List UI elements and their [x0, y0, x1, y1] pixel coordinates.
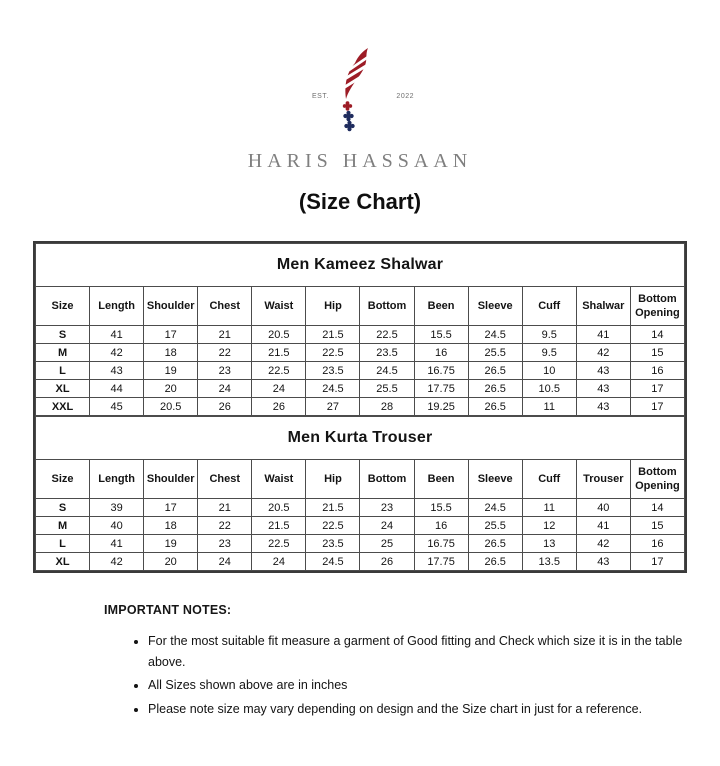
measurement-cell: 22: [198, 517, 252, 535]
measurement-cell: 17: [144, 499, 198, 517]
measurement-cell: 21.5: [252, 344, 306, 362]
column-header: Length: [90, 460, 144, 499]
column-header: Bottom: [360, 460, 414, 499]
column-header: Waist: [252, 287, 306, 326]
est-label: EST.: [312, 93, 329, 100]
brand-name: HARIS HASSAAN: [247, 150, 473, 172]
measurement-cell: 24.5: [468, 499, 522, 517]
measurement-cell: 15: [630, 344, 684, 362]
measurement-cell: 17: [630, 380, 684, 398]
size-label-cell: M: [36, 344, 90, 362]
measurement-cell: 17: [630, 553, 684, 571]
measurement-cell: 41: [576, 517, 630, 535]
measurement-cell: 40: [576, 499, 630, 517]
measurement-cell: 26.5: [468, 362, 522, 380]
measurement-cell: 26.5: [468, 398, 522, 416]
measurement-cell: 10: [522, 362, 576, 380]
column-header: Cuff: [522, 287, 576, 326]
size-tables-container: [33, 241, 687, 573]
measurement-cell: 14: [630, 326, 684, 344]
page-title: (Size Chart): [298, 189, 422, 214]
note-item: • For the most suitable fit measure a garment of Good fitting and Check which size it is in the table above.: [148, 631, 689, 672]
measurement-cell: 21: [198, 326, 252, 344]
column-header: Sleeve: [468, 287, 522, 326]
year-label: 2022: [396, 93, 414, 100]
column-header: Bottom Opening: [630, 287, 684, 326]
measurement-cell: 24.5: [306, 380, 360, 398]
column-header: Size: [36, 460, 90, 499]
measurement-cell: 43: [90, 362, 144, 380]
size-label-cell: L: [36, 362, 90, 380]
clover-dots-icon: [343, 101, 355, 131]
column-header: Shoulder: [144, 460, 198, 499]
measurement-cell: 42: [576, 344, 630, 362]
measurement-cell: 15.5: [414, 326, 468, 344]
measurement-cell: 16: [414, 517, 468, 535]
measurement-cell: 20: [144, 380, 198, 398]
size-label-cell: XL: [36, 380, 90, 398]
column-header: Chest: [198, 287, 252, 326]
note-item: • All Sizes shown above are in inches: [148, 675, 689, 696]
important-notes-section: [104, 603, 689, 720]
measurement-cell: 25.5: [468, 517, 522, 535]
measurement-cell: 16.75: [414, 535, 468, 553]
measurement-cell: 13.5: [522, 553, 576, 571]
measurement-cell: 44: [90, 380, 144, 398]
brand-logo: [300, 46, 420, 134]
size-label-cell: S: [36, 499, 90, 517]
measurement-cell: 25.5: [468, 344, 522, 362]
size-label-cell: M: [36, 517, 90, 535]
measurement-cell: 21: [198, 499, 252, 517]
table-row: [36, 553, 685, 571]
measurement-cell: 26: [252, 398, 306, 416]
measurement-cell: 15: [630, 517, 684, 535]
column-header: Been: [414, 460, 468, 499]
measurement-cell: 9.5: [522, 326, 576, 344]
measurement-cell: 16: [414, 344, 468, 362]
measurement-cell: 43: [576, 362, 630, 380]
column-header: Trouser: [576, 460, 630, 499]
measurement-cell: 17: [144, 326, 198, 344]
feather-logo-icon: [302, 46, 402, 134]
measurement-cell: 20: [144, 553, 198, 571]
measurement-cell: 23.5: [306, 362, 360, 380]
measurement-cell: 24.5: [306, 553, 360, 571]
feather-icon: [340, 48, 368, 99]
measurement-cell: 43: [576, 398, 630, 416]
measurement-cell: 10.5: [522, 380, 576, 398]
measurement-cell: 24.5: [468, 326, 522, 344]
measurement-cell: 9.5: [522, 344, 576, 362]
measurement-cell: 26.5: [468, 553, 522, 571]
measurement-cell: 12: [522, 517, 576, 535]
column-header: Size: [36, 287, 90, 326]
column-header: Hip: [306, 460, 360, 499]
notes-list: [104, 631, 689, 720]
column-header: Shoulder: [144, 287, 198, 326]
measurement-cell: 17.75: [414, 380, 468, 398]
measurement-cell: 28: [360, 398, 414, 416]
measurement-cell: 21.5: [306, 499, 360, 517]
measurement-cell: 18: [144, 517, 198, 535]
measurement-cell: 45: [90, 398, 144, 416]
measurement-cell: 24: [198, 553, 252, 571]
table-row: [36, 398, 685, 416]
column-header: Bottom Opening: [630, 460, 684, 499]
column-header: Bottom: [360, 287, 414, 326]
note-item: • Please note size may vary depending on design and the Size chart in just for a reference.: [148, 699, 689, 720]
measurement-cell: 25: [360, 535, 414, 553]
measurement-cell: 17: [630, 398, 684, 416]
measurement-cell: 26.5: [468, 535, 522, 553]
measurement-cell: 20.5: [144, 398, 198, 416]
measurement-cell: 22.5: [306, 344, 360, 362]
size-label-cell: S: [36, 326, 90, 344]
column-header: Chest: [198, 460, 252, 499]
measurement-cell: 16: [630, 535, 684, 553]
measurement-cell: 40: [90, 517, 144, 535]
measurement-cell: 16: [630, 362, 684, 380]
measurement-cell: 11: [522, 499, 576, 517]
measurement-cell: 23: [198, 362, 252, 380]
measurement-cell: 21.5: [252, 517, 306, 535]
measurement-cell: 41: [576, 326, 630, 344]
measurement-cell: 21.5: [306, 326, 360, 344]
measurement-cell: 26.5: [468, 380, 522, 398]
table-row: [36, 517, 685, 535]
table-row: [36, 362, 685, 380]
measurement-cell: 39: [90, 499, 144, 517]
measurement-cell: 24: [252, 553, 306, 571]
measurement-cell: 17.75: [414, 553, 468, 571]
column-header: Been: [414, 287, 468, 326]
measurement-cell: 20.5: [252, 326, 306, 344]
measurement-cell: 14: [630, 499, 684, 517]
measurement-cell: 43: [576, 553, 630, 571]
measurement-cell: 22.5: [306, 517, 360, 535]
measurement-cell: 13: [522, 535, 576, 553]
measurement-cell: 19.25: [414, 398, 468, 416]
measurement-cell: 22.5: [252, 535, 306, 553]
size-label-cell: XXL: [36, 398, 90, 416]
table-row: [36, 499, 685, 517]
measurement-cell: 22.5: [252, 362, 306, 380]
measurement-cell: 24.5: [360, 362, 414, 380]
column-header: Length: [90, 287, 144, 326]
measurement-cell: 22.5: [360, 326, 414, 344]
measurement-cell: 26: [198, 398, 252, 416]
measurement-cell: 16.75: [414, 362, 468, 380]
column-header: Sleeve: [468, 460, 522, 499]
column-header: Hip: [306, 287, 360, 326]
measurement-cell: 11: [522, 398, 576, 416]
size-label-cell: XL: [36, 553, 90, 571]
measurement-cell: 42: [576, 535, 630, 553]
measurement-cell: 25.5: [360, 380, 414, 398]
measurement-cell: 18: [144, 344, 198, 362]
measurement-cell: 23: [198, 535, 252, 553]
table-title: Men Kurta Trouser: [36, 417, 685, 460]
size-table-men-kameez-shalwar: [35, 243, 685, 416]
table-title: Men Kameez Shalwar: [36, 244, 685, 287]
measurement-cell: 26: [360, 553, 414, 571]
size-table-men-kurta-trouser: [35, 416, 685, 571]
measurement-cell: 15.5: [414, 499, 468, 517]
column-header: Cuff: [522, 460, 576, 499]
table-row: [36, 344, 685, 362]
measurement-cell: 24: [198, 380, 252, 398]
measurement-cell: 42: [90, 553, 144, 571]
size-chart-page: [0, 46, 720, 766]
measurement-cell: 22: [198, 344, 252, 362]
measurement-cell: 42: [90, 344, 144, 362]
measurement-cell: 19: [144, 362, 198, 380]
measurement-cell: 24: [252, 380, 306, 398]
table-row: [36, 535, 685, 553]
table-row: [36, 326, 685, 344]
measurement-cell: 24: [360, 517, 414, 535]
column-header: Waist: [252, 460, 306, 499]
measurement-cell: 41: [90, 326, 144, 344]
table-row: [36, 380, 685, 398]
measurement-cell: 43: [576, 380, 630, 398]
measurement-cell: 23.5: [360, 344, 414, 362]
size-label-cell: L: [36, 535, 90, 553]
measurement-cell: 23.5: [306, 535, 360, 553]
measurement-cell: 27: [306, 398, 360, 416]
column-header: Shalwar: [576, 287, 630, 326]
measurement-cell: 19: [144, 535, 198, 553]
measurement-cell: 41: [90, 535, 144, 553]
notes-heading: IMPORTANT NOTES:: [104, 603, 232, 617]
measurement-cell: 23: [360, 499, 414, 517]
measurement-cell: 20.5: [252, 499, 306, 517]
